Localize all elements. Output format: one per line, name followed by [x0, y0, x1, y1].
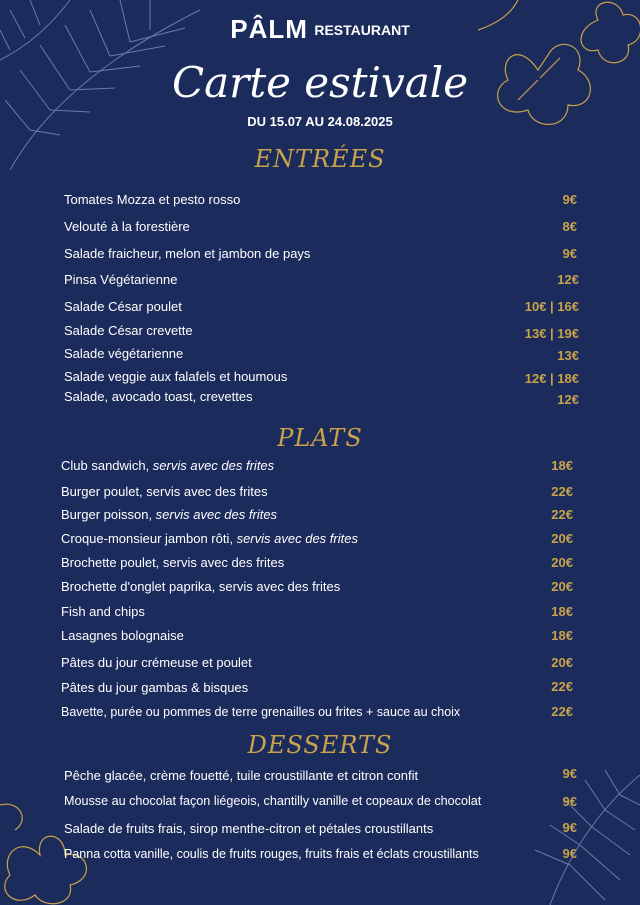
plat-price: 20€ [551, 555, 573, 570]
menu-dates: DU 15.07 AU 24.08.2025 [247, 114, 393, 129]
brand-subtitle: RESTAURANT [314, 21, 410, 38]
plat-item: Burger poulet, servis avec des frites [61, 484, 268, 499]
section-title-entrees: ENTRÉES [254, 145, 386, 173]
plat-price: 18€ [551, 458, 573, 473]
entree-item: Salade César crevette [64, 323, 193, 338]
menu-title: Carte estivale [171, 58, 469, 107]
entree-item: Salade végétarienne [64, 346, 184, 361]
entree-price: 12€ | 18€ [524, 371, 579, 386]
plat-item: Brochette poulet, servis avec des frites [61, 555, 285, 570]
entree-item: Salade fraicheur, melon et jambon de pays [64, 246, 311, 261]
entree-price: 12€ [557, 392, 579, 407]
dessert-price: 9€ [562, 846, 577, 861]
plat-price: 22€ [551, 679, 573, 694]
plat-item: Fish and chips [61, 604, 145, 619]
entree-item: Pinsa Végétarienne [64, 272, 178, 287]
entree-item: Salade veggie aux falafels et houmous [64, 369, 288, 384]
entree-price: 13€ | 19€ [524, 326, 579, 341]
plat-item: Lasagnes bolognaise [61, 628, 184, 643]
dessert-price: 9€ [562, 794, 577, 809]
dessert-price: 9€ [562, 820, 577, 835]
dessert-item: Salade de fruits frais, sirop menthe-citron et pétales croustillants [64, 821, 434, 836]
section-title-plats: PLATS [277, 424, 363, 452]
plat-price: 22€ [551, 704, 573, 719]
dessert-price: 9€ [562, 766, 577, 781]
restaurant-logo [0, 14, 640, 45]
palm-leaf-decoration-bottom-right [520, 765, 640, 905]
dessert-item: Panna cotta vanille, coulis de fruits rouges, fruits frais et éclats croustillants [64, 847, 479, 861]
plat-item: Croque-monsieur jambon rôti, servis avec des frites [61, 531, 358, 546]
entree-price: 12€ [557, 272, 579, 287]
plat-price: 20€ [551, 531, 573, 546]
entree-price: 9€ [562, 192, 577, 207]
plat-item: Brochette d'onglet paprika, servis avec des frites [61, 579, 341, 594]
brand-name: PÂLM [230, 14, 308, 44]
entree-price: 8€ [562, 219, 577, 234]
plat-price: 22€ [551, 484, 573, 499]
entree-item: Salade César poulet [64, 299, 182, 314]
dessert-item: Mousse au chocolat façon liégeois, chantilly vanille et copeaux de chocolat [64, 794, 482, 808]
entree-item: Salade, avocado toast, crevettes [64, 389, 253, 404]
entree-item: Tomates Mozza et pesto rosso [64, 192, 241, 207]
entree-price: 13€ [557, 348, 579, 363]
entree-item: Velouté à la forestière [64, 219, 190, 234]
plat-item: Club sandwich, servis avec des frites [61, 458, 275, 473]
plat-item: Burger poisson, servis avec des frites [61, 507, 278, 522]
plat-price: 20€ [551, 655, 573, 670]
plat-price: 20€ [551, 579, 573, 594]
dessert-item: Pêche glacée, crème fouetté, tuile croustillante et citron confit [64, 768, 419, 783]
plat-item: Pâtes du jour crémeuse et poulet [61, 655, 252, 670]
plat-price: 18€ [551, 604, 573, 619]
entree-price: 9€ [562, 246, 577, 261]
plat-price: 22€ [551, 507, 573, 522]
plat-item: Pâtes du jour gambas & bisques [61, 680, 249, 695]
section-title-desserts: DESSERTS [247, 731, 393, 759]
plat-item: Bavette, purée ou pommes de terre grenailles ou frites + sauce au choix [61, 705, 461, 719]
entree-price: 10€ | 16€ [524, 299, 579, 314]
plat-price: 18€ [551, 628, 573, 643]
